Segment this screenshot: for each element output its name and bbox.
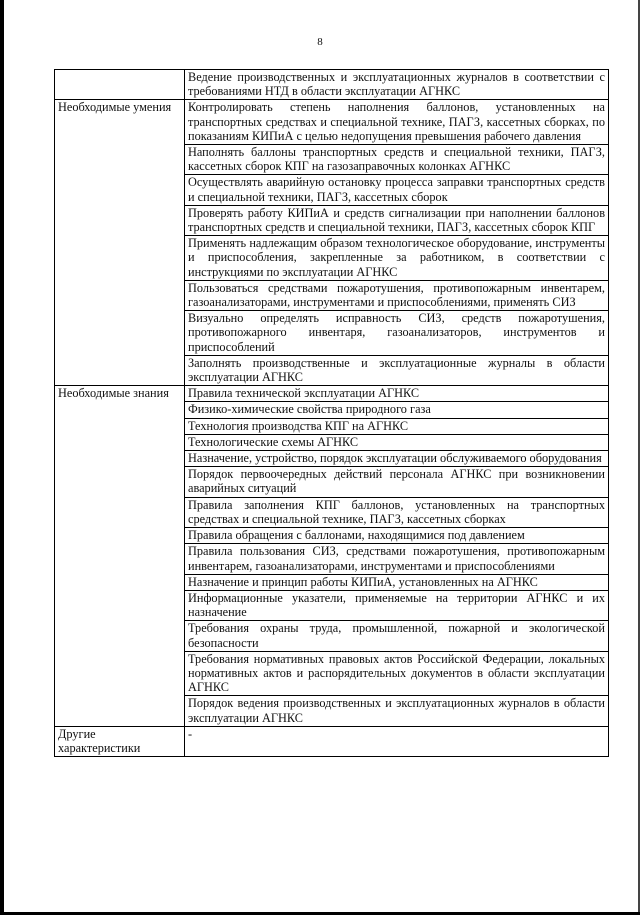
table-cell-item: Технологические схемы АГНКС: [185, 434, 609, 450]
table-cell-item: Правила пользования СИЗ, средствами пожаротушения, противопожарным инвентарем, газоанализаторами, инструментами и приспособлениями: [185, 544, 609, 574]
table-row: [55, 236, 609, 281]
section-label-continuation: [55, 590, 185, 620]
table-cell-item: Требования нормативных правовых актов Российской Федерации, локальных нормативных актов и распорядительных документов в области эксплуатации АГНКС: [185, 651, 609, 696]
table-cell-item: Назначение и принцип работы КИПиА, установленных на АГНКС: [185, 574, 609, 590]
table-row: [55, 280, 609, 310]
table-cell-item: Визуально определять исправность СИЗ, средств пожаротушения, противопожарного инвентаря, газоанализаторов, инструментов и приспособлений: [185, 311, 609, 356]
section-label-continuation: [55, 418, 185, 434]
section-label-continuation: [55, 402, 185, 418]
table-cell-item: Наполнять баллоны транспортных средств и специальной техники, ПАГЗ, кассетных сборок КПГ на газозаправочных колонках АГНКС: [185, 145, 609, 175]
table-row: [55, 386, 609, 402]
table-cell-item: Информационные указатели, применяемые на территории АГНКС и их назначение: [185, 590, 609, 620]
table-row: [55, 544, 609, 574]
table-row: [55, 418, 609, 434]
table-cell-item: Правила заполнения КПГ баллонов, установленных на транспортных средствах и специальной технике, ПАГЗ, кассетных сборках: [185, 497, 609, 527]
scan-left-edge: [0, 0, 4, 915]
competency-table: [54, 69, 609, 757]
table-row: [55, 70, 609, 100]
section-label-continuation: [55, 651, 185, 696]
table-row: [55, 451, 609, 467]
page-number: 8: [317, 36, 323, 48]
section-label-continuation: [55, 355, 185, 385]
table-cell-item: Пользоваться средствами пожаротушения, противопожарным инвентарем, газоанализаторами, инструментами и приспособлениями, применять СИЗ: [185, 280, 609, 310]
section-label-continuation: [55, 696, 185, 726]
table-row: [55, 175, 609, 205]
table-row: [55, 528, 609, 544]
section-label-continuation: [55, 467, 185, 497]
section-label: Необходимые знания: [55, 386, 185, 402]
table-cell-item: Порядок первоочередных действий персонала АГНКС при возникновении аварийных ситуаций: [185, 467, 609, 497]
section-label-continuation: [55, 311, 185, 356]
table-cell-item: Проверять работу КИПиА и средств сигнализации при наполнении баллонов транспортных средств и специальной техники, ПАГЗ, кассетных сборок КПГ: [185, 205, 609, 235]
table-row: [55, 590, 609, 620]
table-cell-item: Порядок ведения производственных и эксплуатационных журналов в области эксплуатации АГНКС: [185, 696, 609, 726]
table-cell-item: Заполнять производственные и эксплуатационные журналы в области эксплуатации АГНКС: [185, 355, 609, 385]
table-cell-item: Применять надлежащим образом технологическое оборудование, инструменты и приспособления, закрепленные за работником, в соответствии с инструкциями по эксплуатации АГНКС: [185, 236, 609, 281]
table-cell-item: Контролировать степень наполнения баллонов, установленных на транспортных средствах и специальной технике, ПАГЗ, кассетных сборках, по показаниям КИПиА с целью недопущения превышения рабочего давления: [185, 100, 609, 145]
table-row: [55, 434, 609, 450]
table-row: [55, 651, 609, 696]
table-cell-item: Физико-химические свойства природного газа: [185, 402, 609, 418]
table-row: [55, 311, 609, 356]
table-cell-item: Ведение производственных и эксплуатационных журналов в соответствии с требованиями НТД в области эксплуатации АГНКС: [185, 70, 609, 100]
section-label-continuation: [55, 574, 185, 590]
section-label-continuation: [55, 236, 185, 281]
section-label-continuation: [55, 434, 185, 450]
table-cell-item: Назначение, устройство, порядок эксплуатации обслуживаемого оборудования: [185, 451, 609, 467]
table-row: [55, 100, 609, 145]
table-row: [55, 402, 609, 418]
table-row: [55, 145, 609, 175]
section-label-continuation: [55, 497, 185, 527]
section-label-continuation: [55, 145, 185, 175]
section-label-continuation: [55, 175, 185, 205]
section-label-continuation: [55, 621, 185, 651]
section-label-continuation: [55, 205, 185, 235]
table-cell-item: -: [185, 726, 609, 756]
table-cell-item: Технология производства КПГ на АГНКС: [185, 418, 609, 434]
table-row: [55, 574, 609, 590]
section-label: [55, 70, 185, 100]
table-cell-item: Правила технической эксплуатации АГНКС: [185, 386, 609, 402]
table-row: [55, 726, 609, 756]
table-row: [55, 621, 609, 651]
section-label: Другие характеристики: [55, 726, 185, 756]
section-label: Необходимые умения: [55, 100, 185, 145]
table-row: [55, 696, 609, 726]
section-label-continuation: [55, 544, 185, 574]
section-label-continuation: [55, 528, 185, 544]
table-row: [55, 497, 609, 527]
section-label-continuation: [55, 451, 185, 467]
competency-table-body: [55, 70, 609, 757]
table-cell-item: Осуществлять аварийную остановку процесса заправки транспортных средств и специальной техники, ПАГЗ, кассетных сборок: [185, 175, 609, 205]
table-cell-item: Требования охраны труда, промышленной, пожарной и экологической безопасности: [185, 621, 609, 651]
table-row: [55, 355, 609, 385]
section-label-continuation: [55, 280, 185, 310]
table-row: [55, 467, 609, 497]
table-row: [55, 205, 609, 235]
table-cell-item: Правила обращения с баллонами, находящимися под давлением: [185, 528, 609, 544]
